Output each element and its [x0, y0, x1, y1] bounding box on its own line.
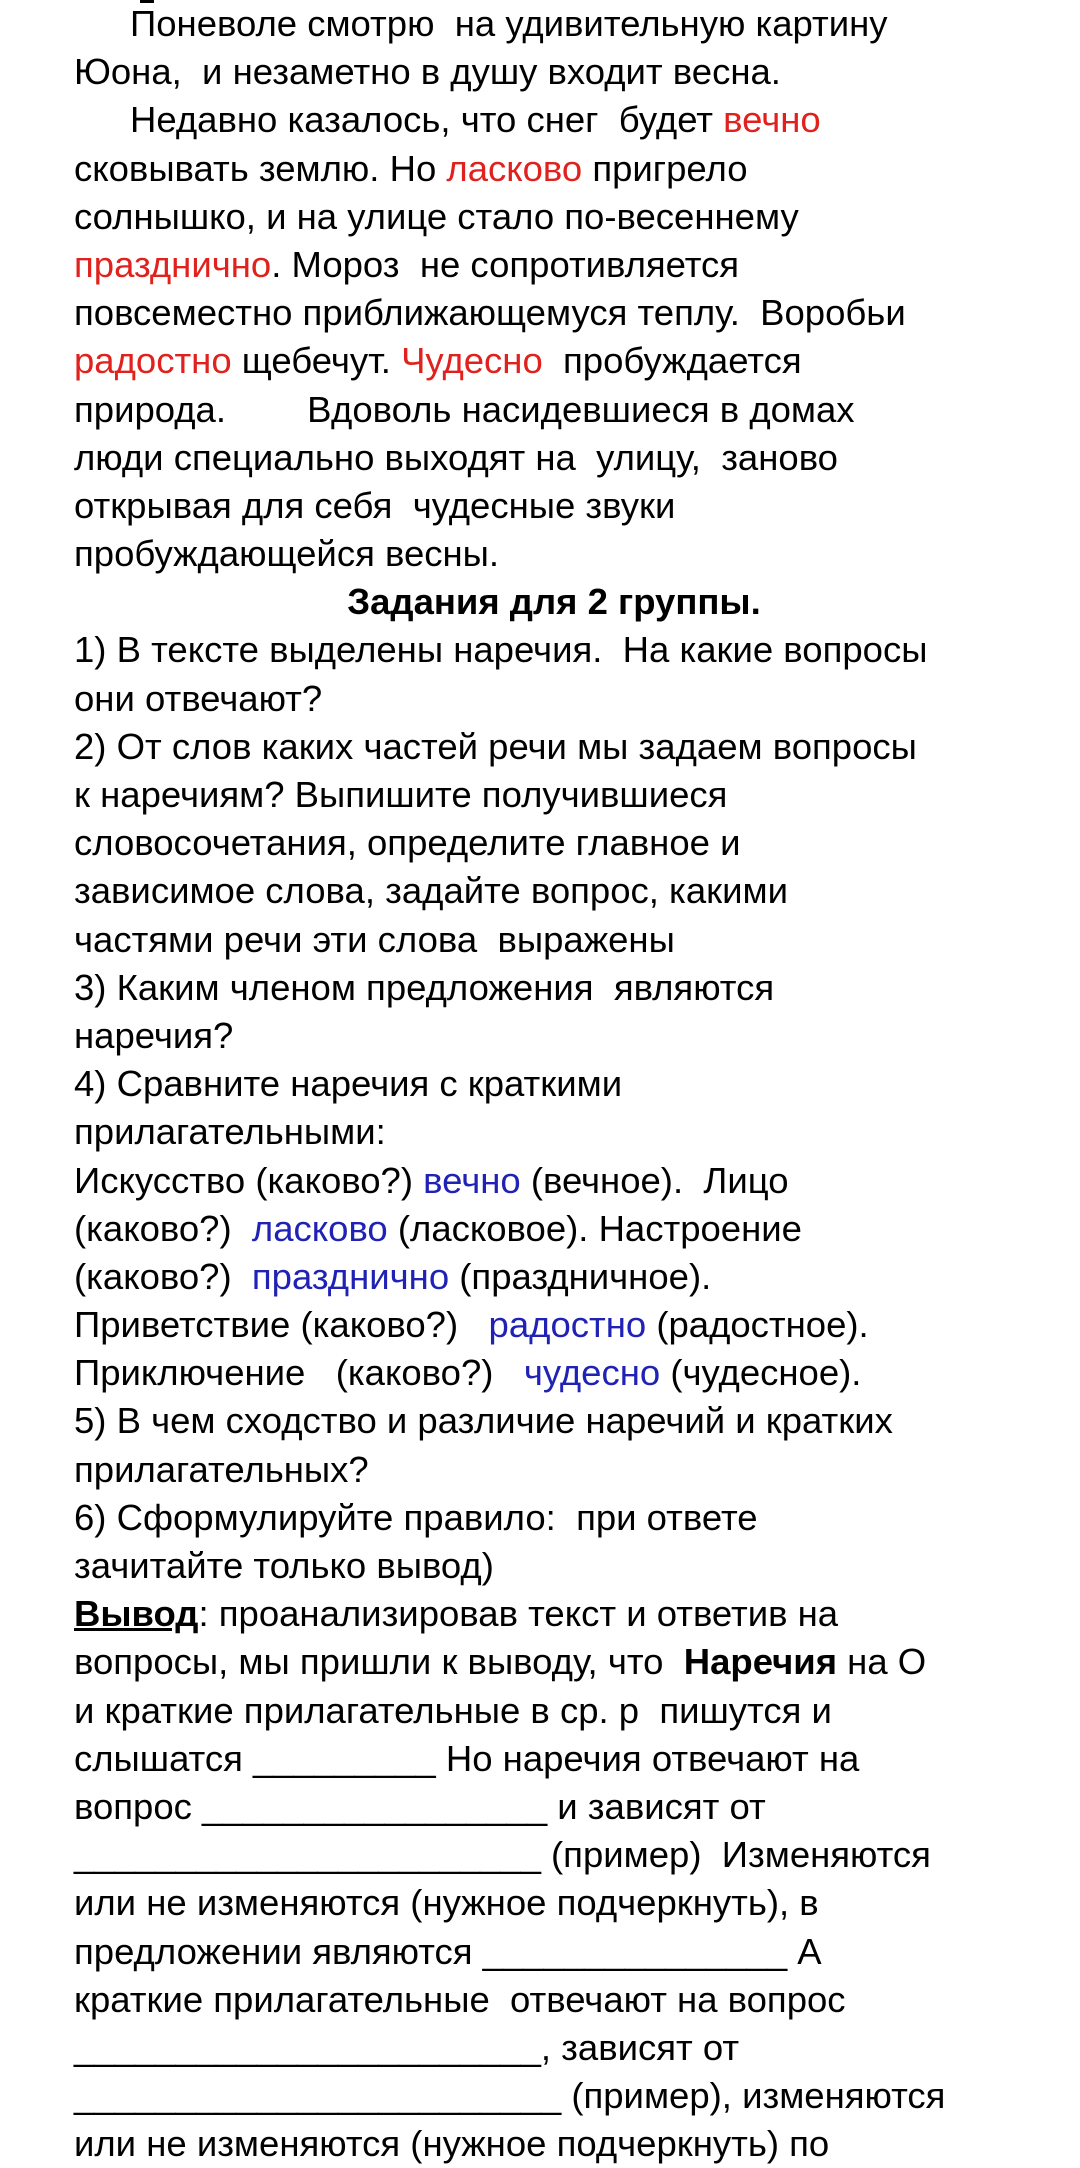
story-line-4 [74, 145, 1034, 193]
conclusion-line-4: слышатся _________ Но наречия отвечают на [74, 1737, 860, 1779]
conclusion-line-1 [74, 1590, 1034, 1638]
text: пробуждается [542, 340, 802, 382]
bold-term: Наречия [683, 1641, 838, 1683]
conclusion-line-5: вопрос _________________ и зависят от [74, 1785, 766, 1827]
text: вопросы, мы пришли к выводу, что [74, 1641, 684, 1683]
highlight-adverb: радостно [74, 340, 232, 382]
story-line-7: повсеместно приближающемуся теплу. Воробьи [74, 292, 906, 334]
task-2-line-c: словосочетания, определите главное и [74, 822, 741, 864]
document-page [74, 0, 1034, 2168]
highlight-adverb: Чудесно [401, 340, 543, 382]
task-6-line-a: 6) Сформулируйте правило: при ответе [74, 1496, 758, 1538]
story-line-6 [74, 241, 1034, 289]
text: Недавно казалось, что снег будет [130, 99, 724, 141]
text: (радостное). [646, 1304, 869, 1346]
task-6-line-b: зачитайте только вывод) [74, 1545, 494, 1586]
text: (вечное). Лицо [520, 1159, 789, 1201]
conclusion-label: Вывод [74, 1593, 199, 1635]
tasks-heading: Задания для 2 группы. [347, 581, 761, 623]
text: (ласковое). Настроение [387, 1207, 802, 1249]
task-3-line-a: 3) Каким членом предложения являются [74, 966, 775, 1008]
highlight-adverb: празднично [74, 243, 272, 285]
adverb-example: празднично [251, 1255, 450, 1297]
text: Искусство (каково?) [74, 1159, 424, 1201]
conclusion-line-3: и краткие прилагательные в ср. р пишутся и [74, 1689, 832, 1731]
story-line-12: пробуждающейся весны. [74, 533, 500, 575]
story-line-10: люди специально выходят на улицу, заново [74, 436, 838, 478]
intro-line-2: Юона, и незаметно в душу входит весна. [74, 51, 781, 93]
text: (чудесное). [660, 1352, 862, 1394]
task-2-line-a: 2) От слов каких частей речи мы задаем вопросы [74, 725, 917, 767]
task-2-line-e: частями речи эти слова выражены [74, 918, 675, 960]
task-5-line-a: 5) В чем сходство и различие наречий и кратких [74, 1400, 893, 1442]
compare-line-3 [74, 1253, 1034, 1301]
conclusion-line-10: _______________________, зависят от [74, 2026, 740, 2068]
text: (каково?) [74, 1207, 252, 1249]
task-2-line-b: к наречиям? Выпишите получившиеся [74, 774, 728, 815]
adverb-example: радостно [488, 1304, 647, 1346]
compare-line-4 [74, 1301, 1034, 1349]
compare-line-2 [74, 1205, 1034, 1253]
adverb-example: ласково [251, 1207, 388, 1249]
story-line-11: открывая для себя чудесные звуки [74, 484, 676, 526]
text: (праздничное). [449, 1255, 712, 1297]
task-4-line-b: прилагательными: [74, 1111, 386, 1153]
task-3-line-b: наречия? [74, 1014, 234, 1056]
intro-line-1: Поневоле смотрю на удивительную картину [130, 3, 888, 44]
conclusion-line-9: краткие прилагательные отвечают на вопрос [74, 1978, 846, 2020]
text: (каково?) [74, 1255, 252, 1297]
story-line-8 [74, 337, 1034, 385]
text: : проанализировав текст и ответив на [198, 1593, 839, 1635]
adverb-example: чудесно [523, 1352, 661, 1394]
text: . Мороз не сопротивляется [271, 243, 740, 285]
text: сковывать землю. Но [74, 147, 447, 189]
conclusion-line-6: _______________________ (пример) Изменяются [74, 1834, 931, 1876]
story-line-9: природа. Вдоволь насидевшиеся в домах [74, 388, 855, 430]
text: щебечут. [231, 340, 402, 382]
adverb-example: вечно [423, 1159, 521, 1201]
story-line-3 [74, 96, 1034, 144]
task-5-line-b: прилагательных? [74, 1448, 369, 1490]
text: пригрело [582, 147, 748, 189]
highlight-adverb: ласково [446, 147, 583, 189]
task-1-line-b: они отвечают? [74, 677, 323, 719]
highlight-adverb: вечно [723, 99, 821, 141]
conclusion-line-8: предложении являются _______________ А [74, 1930, 822, 1972]
compare-line-5 [74, 1349, 1034, 1397]
compare-line-1 [74, 1157, 1034, 1205]
task-2-line-d: зависимое слова, задайте вопрос, какими [74, 870, 788, 912]
conclusion-line-12: или не изменяются (нужное подчеркнуть) по [74, 2123, 830, 2165]
text: Приветствие (каково?) [74, 1304, 489, 1346]
task-1-line-a: 1) В тексте выделены наречия. На какие вопросы [74, 629, 928, 671]
conclusion-line-2 [74, 1638, 1034, 1686]
conclusion-line-11: ________________________ (пример), изменяются [74, 2075, 946, 2117]
task-4-line-a: 4) Сравните наречия с краткими [74, 1063, 623, 1105]
conclusion-line-7: или не изменяются (нужное подчеркнуть), в [74, 1882, 819, 1924]
story-line-5: солнышко, и на улице стало по-весеннему [74, 195, 799, 237]
text: Приключение (каково?) [74, 1352, 524, 1394]
text: на О [837, 1641, 927, 1683]
